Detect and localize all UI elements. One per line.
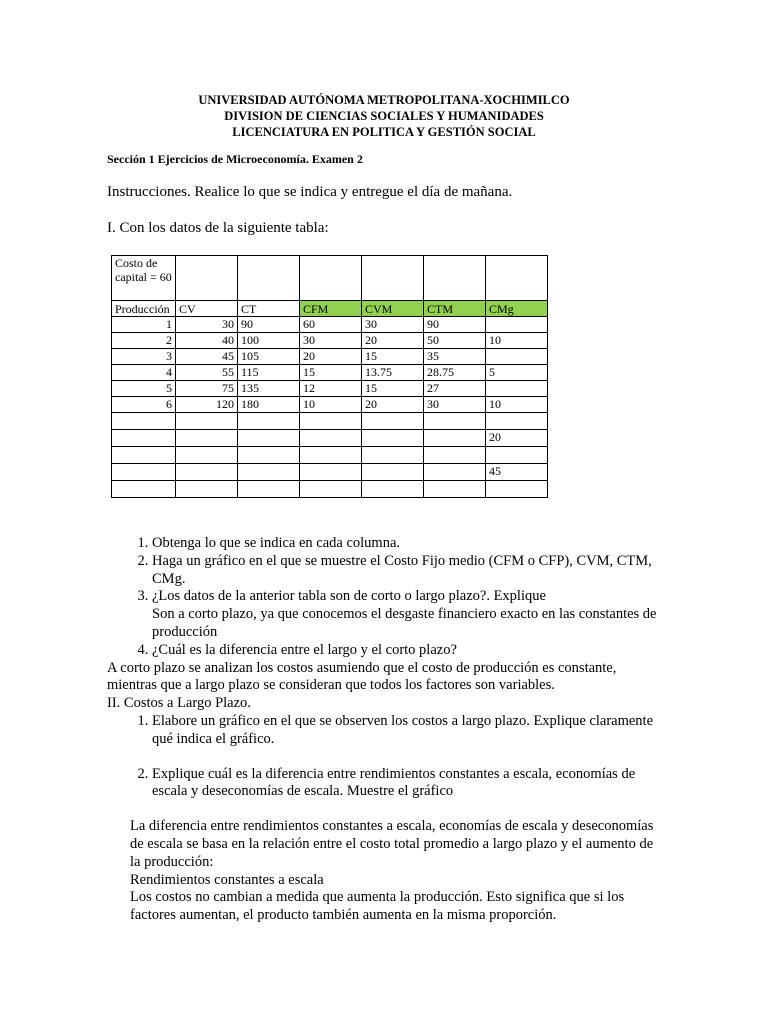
list-item: 2. Haga un gráfico en el que se muestre el Costo Fijo medio (CFM o CFP), CVM, CTM, CMg. bbox=[152, 553, 667, 589]
table-cell: 10 bbox=[486, 333, 548, 349]
table-cell: 30 bbox=[300, 333, 362, 349]
answer-part2-intro: La diferencia entre rendimientos constantes a escala, economías de escala y deseconomías de escala se basa en la relación entre el costo total promedio a largo plazo y el aumento de la producción: bbox=[130, 818, 654, 870]
table-cell: 105 bbox=[238, 349, 300, 365]
part1-intro: I. Con los datos de la siguiente tabla: bbox=[107, 220, 329, 236]
header-cell: CT bbox=[238, 301, 300, 317]
table-cell: 12 bbox=[300, 381, 362, 397]
table-cell: 30 bbox=[424, 397, 486, 413]
answer-4: A corto plazo se analizan los costos asumiendo que el costo de producción es constante, mientras que a largo plazo se consideran que todos los factores son variables. bbox=[107, 659, 617, 694]
table-cell: 1 bbox=[112, 317, 176, 333]
document-body bbox=[107, 535, 667, 925]
division-name: DIVISION DE CIENCIAS SOCIALES Y HUMANIDADES bbox=[224, 109, 544, 123]
header-cell: CTM bbox=[424, 301, 486, 317]
list-item: 1. Elabore un gráfico en el que se observen los costos a largo plazo. Explique claramente qué indica el gráfico. bbox=[152, 713, 667, 749]
table-cell: 180 bbox=[238, 397, 300, 413]
table-cell: 100 bbox=[238, 333, 300, 349]
table-row bbox=[112, 413, 548, 430]
table-row bbox=[112, 447, 548, 464]
table-cell: 10 bbox=[486, 397, 548, 413]
table-cell: 20 bbox=[362, 333, 424, 349]
table-cell: 5 bbox=[112, 381, 176, 397]
part2-title: II. Costos a Largo Plazo. bbox=[107, 695, 251, 712]
table-cell: 135 bbox=[238, 381, 300, 397]
part2-list bbox=[107, 713, 667, 801]
cost-table bbox=[111, 255, 548, 498]
table-cell bbox=[486, 349, 548, 365]
answer-part2-text: Los costos no cambian a medida que aumenta la producción. Esto significa que si los factores aumentan, el producto también aumenta en la misma proporción. bbox=[130, 889, 625, 924]
table-cell: 45 bbox=[176, 349, 238, 365]
table-cell: 35 bbox=[424, 349, 486, 365]
part1-list bbox=[107, 535, 667, 660]
table-row bbox=[112, 256, 548, 301]
table-cell: 28.75 bbox=[424, 365, 486, 381]
table-cell: 45 bbox=[486, 464, 548, 481]
table-cell: 2 bbox=[112, 333, 176, 349]
list-item: 2. Explique cuál es la diferencia entre rendimientos constantes a escala, economías de escala y deseconomías de escala. Muestre el gráfico bbox=[152, 766, 667, 802]
table-cell: 6 bbox=[112, 397, 176, 413]
table-row bbox=[112, 333, 548, 349]
table-cell bbox=[486, 381, 548, 397]
table-cell: 10 bbox=[300, 397, 362, 413]
table-row bbox=[112, 430, 548, 447]
header-cell: CFM bbox=[300, 301, 362, 317]
program-name: LICENCIATURA EN POLITICA Y GESTIÓN SOCIAL bbox=[232, 125, 536, 139]
document-header bbox=[0, 92, 768, 140]
table-cell: 40 bbox=[176, 333, 238, 349]
table-cell: 55 bbox=[176, 365, 238, 381]
header-cell: CMg bbox=[486, 301, 548, 317]
list-item bbox=[152, 588, 667, 641]
capital-cell: Costo de capital = 60 bbox=[112, 256, 176, 301]
university-name: UNIVERSIDAD AUTÓNOMA METROPOLITANA-XOCHIMILCO bbox=[198, 93, 570, 107]
header-cell: Producción bbox=[112, 301, 176, 317]
table-cell: 20 bbox=[300, 349, 362, 365]
table-header-row bbox=[112, 301, 548, 317]
table-cell: 20 bbox=[486, 430, 548, 447]
table-cell: 20 bbox=[362, 397, 424, 413]
table-cell: 115 bbox=[238, 365, 300, 381]
table-row bbox=[112, 464, 548, 481]
table-row bbox=[112, 365, 548, 381]
question-3: ¿Los datos de la anterior tabla son de corto o largo plazo?. Explique bbox=[152, 588, 546, 605]
instructions: Instrucciones. Realice lo que se indica y entregue el día de mañana. bbox=[107, 184, 513, 200]
table-cell: 60 bbox=[300, 317, 362, 333]
table-row bbox=[112, 317, 548, 333]
list-item: 4. ¿Cuál es la diferencia entre el largo y el corto plazo? bbox=[152, 642, 667, 660]
table-cell bbox=[486, 317, 548, 333]
table-cell: 15 bbox=[362, 349, 424, 365]
table-cell: 4 bbox=[112, 365, 176, 381]
table-row bbox=[112, 481, 548, 498]
table-cell: 15 bbox=[300, 365, 362, 381]
table-cell: 90 bbox=[424, 317, 486, 333]
table-row bbox=[112, 397, 548, 413]
table-cell: 27 bbox=[424, 381, 486, 397]
table-cell: 5 bbox=[486, 365, 548, 381]
table-cell: 120 bbox=[176, 397, 238, 413]
list-item: 1. Obtenga lo que se indica en cada columna. bbox=[152, 535, 667, 553]
header-cell: CVM bbox=[362, 301, 424, 317]
table-cell: 3 bbox=[112, 349, 176, 365]
table-cell: 13.75 bbox=[362, 365, 424, 381]
table-cell: 30 bbox=[176, 317, 238, 333]
table-row bbox=[112, 349, 548, 365]
table-cell: 15 bbox=[362, 381, 424, 397]
table-row bbox=[112, 381, 548, 397]
table-cell: 50 bbox=[424, 333, 486, 349]
table-cell: 75 bbox=[176, 381, 238, 397]
header-cell: CV bbox=[176, 301, 238, 317]
table-cell: 90 bbox=[238, 317, 300, 333]
section-title: Sección 1 Ejercicios de Microeconomía. Examen 2 bbox=[107, 152, 363, 166]
answer-3: Son a corto plazo, ya que conocemos el desgaste financiero exacto en las constantes de producción bbox=[152, 606, 657, 640]
table-cell: 30 bbox=[362, 317, 424, 333]
answer-part2-subtitle: Rendimientos constantes a escala bbox=[130, 871, 324, 888]
